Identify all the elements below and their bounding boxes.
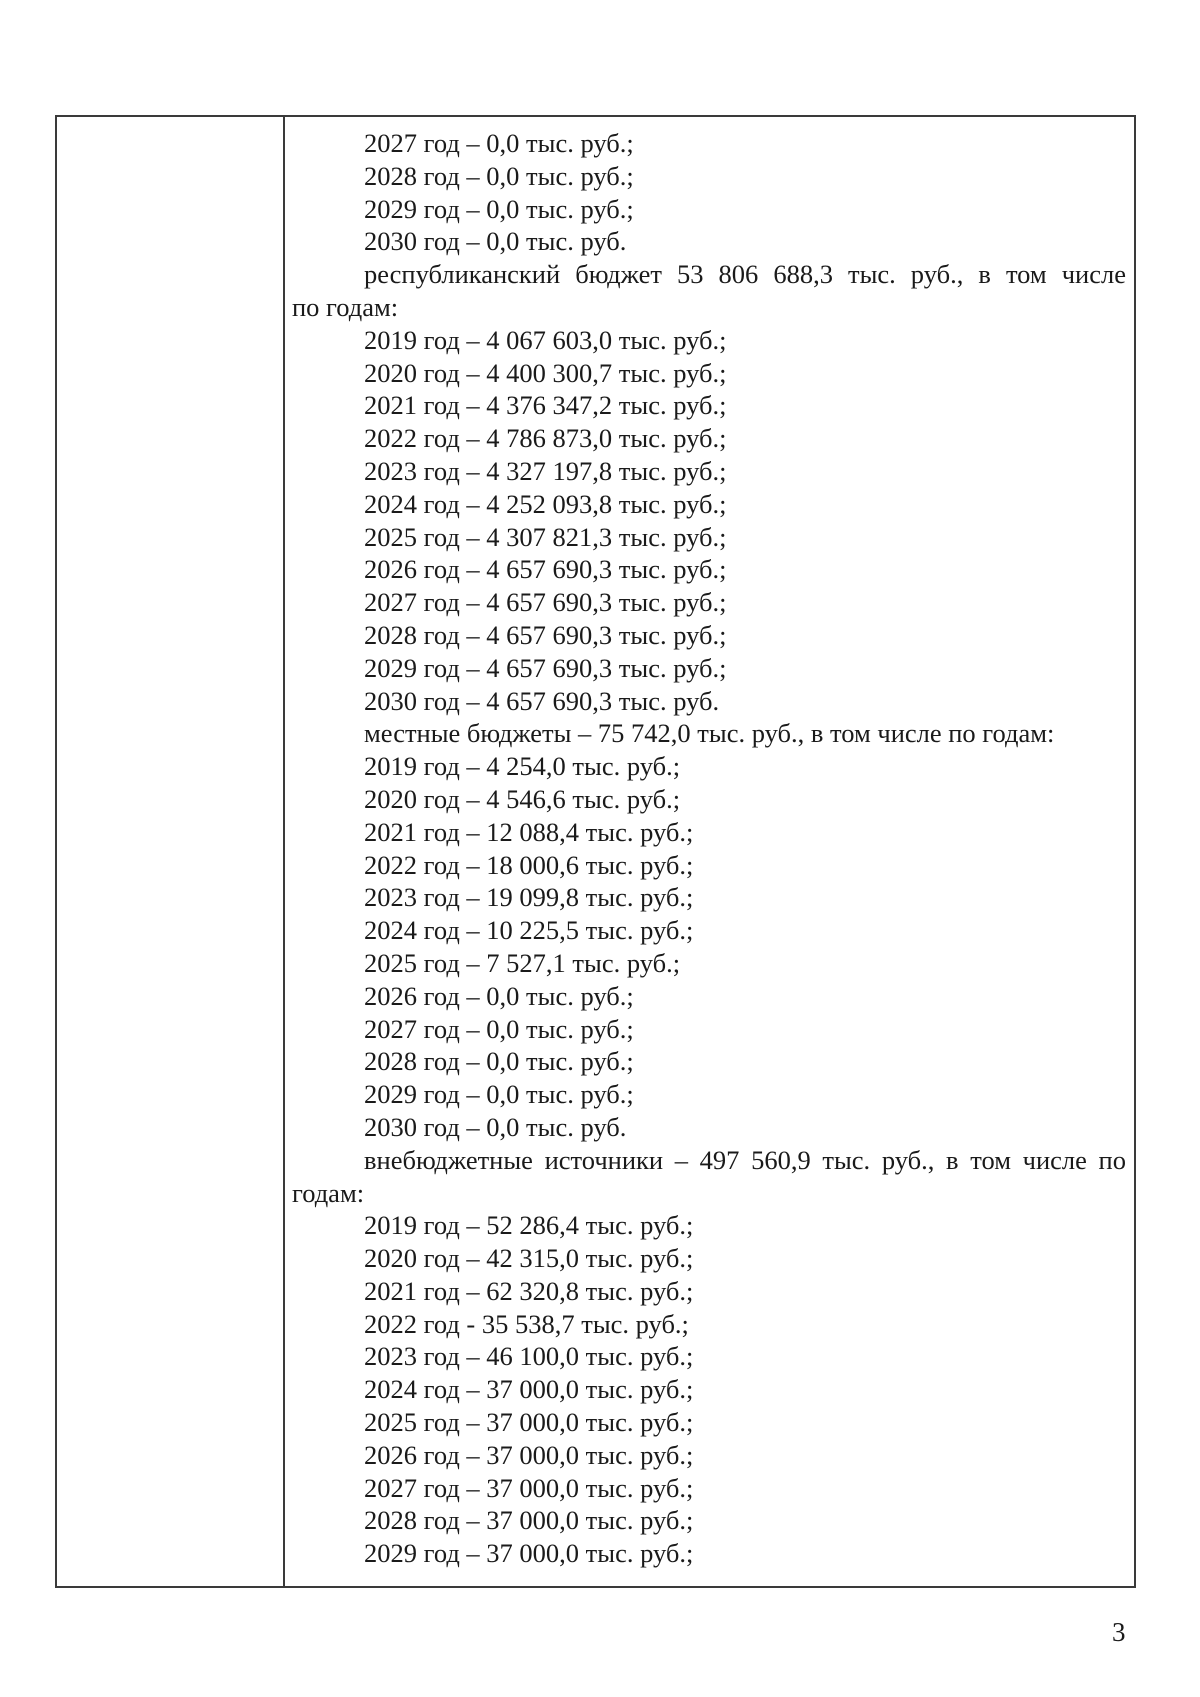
text-line: 2024 год – 4 252 093,8 тыс. руб.; xyxy=(364,488,727,519)
document-table xyxy=(55,115,1136,1588)
text-line: 2022 год – 18 000,6 тыс. руб.; xyxy=(364,849,694,880)
table-right-cell xyxy=(285,117,1134,1586)
text-line: 2028 год – 0,0 тыс. руб.; xyxy=(364,160,634,191)
text-line: 2026 год – 0,0 тыс. руб.; xyxy=(364,980,634,1011)
text-line: 2019 год – 4 254,0 тыс. руб.; xyxy=(364,751,681,782)
text-line: 2027 год – 0,0 тыс. руб.; xyxy=(364,128,634,158)
text-line: 2019 год – 52 286,4 тыс. руб.; xyxy=(364,1210,694,1241)
text-line: 2025 год – 37 000,0 тыс. руб.; xyxy=(364,1407,694,1438)
text-line: 2022 год – 4 786 873,0 тыс. руб.; xyxy=(364,423,727,454)
text-line: 2026 год – 37 000,0 тыс. руб.; xyxy=(364,1439,694,1470)
text-line: 2028 год – 37 000,0 тыс. руб.; xyxy=(364,1505,694,1536)
text-line: 2021 год – 62 320,8 тыс. руб.; xyxy=(364,1275,694,1306)
text-line: 2029 год – 4 657 690,3 тыс. руб.; xyxy=(364,652,727,683)
text-line: годам: xyxy=(292,1177,365,1208)
text-line: 2028 год – 0,0 тыс. руб.; xyxy=(364,1046,634,1077)
text-line: республиканский бюджет 53 806 688,3 тыс. руб., в том числе xyxy=(364,259,1126,290)
text-line: 2029 год – 0,0 тыс. руб.; xyxy=(364,193,634,224)
text-line: внебюджетные источники – 497 560,9 тыс. руб., в том числе по xyxy=(364,1144,1126,1175)
text-line: 2024 год – 37 000,0 тыс. руб.; xyxy=(364,1374,694,1405)
text-line: 2027 год – 37 000,0 тыс. руб.; xyxy=(364,1472,694,1503)
text-line: 2026 год – 4 657 690,3 тыс. руб.; xyxy=(364,554,727,585)
text-line: 2025 год – 4 307 821,3 тыс. руб.; xyxy=(364,521,727,552)
text-line: 2029 год – 0,0 тыс. руб.; xyxy=(364,1079,634,1110)
text-line: 2023 год – 46 100,0 тыс. руб.; xyxy=(364,1341,694,1372)
text-line: 2024 год – 10 225,5 тыс. руб.; xyxy=(364,915,694,946)
text-line: 2022 год - 35 538,7 тыс. руб.; xyxy=(364,1308,689,1339)
text-line: 2020 год – 42 315,0 тыс. руб.; xyxy=(364,1243,694,1274)
text-line: 2028 год – 4 657 690,3 тыс. руб.; xyxy=(364,619,727,650)
text-line: 2025 год – 7 527,1 тыс. руб.; xyxy=(364,947,681,978)
text-line: 2020 год – 4 400 300,7 тыс. руб.; xyxy=(364,357,727,388)
text-line: 2021 год – 12 088,4 тыс. руб.; xyxy=(364,816,694,847)
text-line: 2027 год – 4 657 690,3 тыс. руб.; xyxy=(364,587,727,618)
text-line: 2019 год – 4 067 603,0 тыс. руб.; xyxy=(364,324,727,355)
text-line: 2023 год – 19 099,8 тыс. руб.; xyxy=(364,882,694,913)
text-line: 2030 год – 0,0 тыс. руб. xyxy=(364,1111,627,1142)
text-line: 2021 год – 4 376 347,2 тыс. руб.; xyxy=(364,390,727,421)
text-line: 2029 год – 37 000,0 тыс. руб.; xyxy=(364,1538,694,1569)
text-line: 2030 год – 4 657 690,3 тыс. руб. xyxy=(364,685,720,716)
text-line: местные бюджеты – 75 742,0 тыс. руб., в том числе по годам: xyxy=(364,718,1055,749)
text-line: 2020 год – 4 546,6 тыс. руб.; xyxy=(364,783,681,814)
text-line: 2030 год – 0,0 тыс. руб. xyxy=(364,226,627,257)
text-line: по годам: xyxy=(292,291,399,322)
table-left-cell xyxy=(57,117,285,1586)
text-line: 2027 год – 0,0 тыс. руб.; xyxy=(364,1013,634,1044)
page-number: 3 xyxy=(1112,1617,1126,1647)
text-line: 2023 год – 4 327 197,8 тыс. руб.; xyxy=(364,455,727,486)
